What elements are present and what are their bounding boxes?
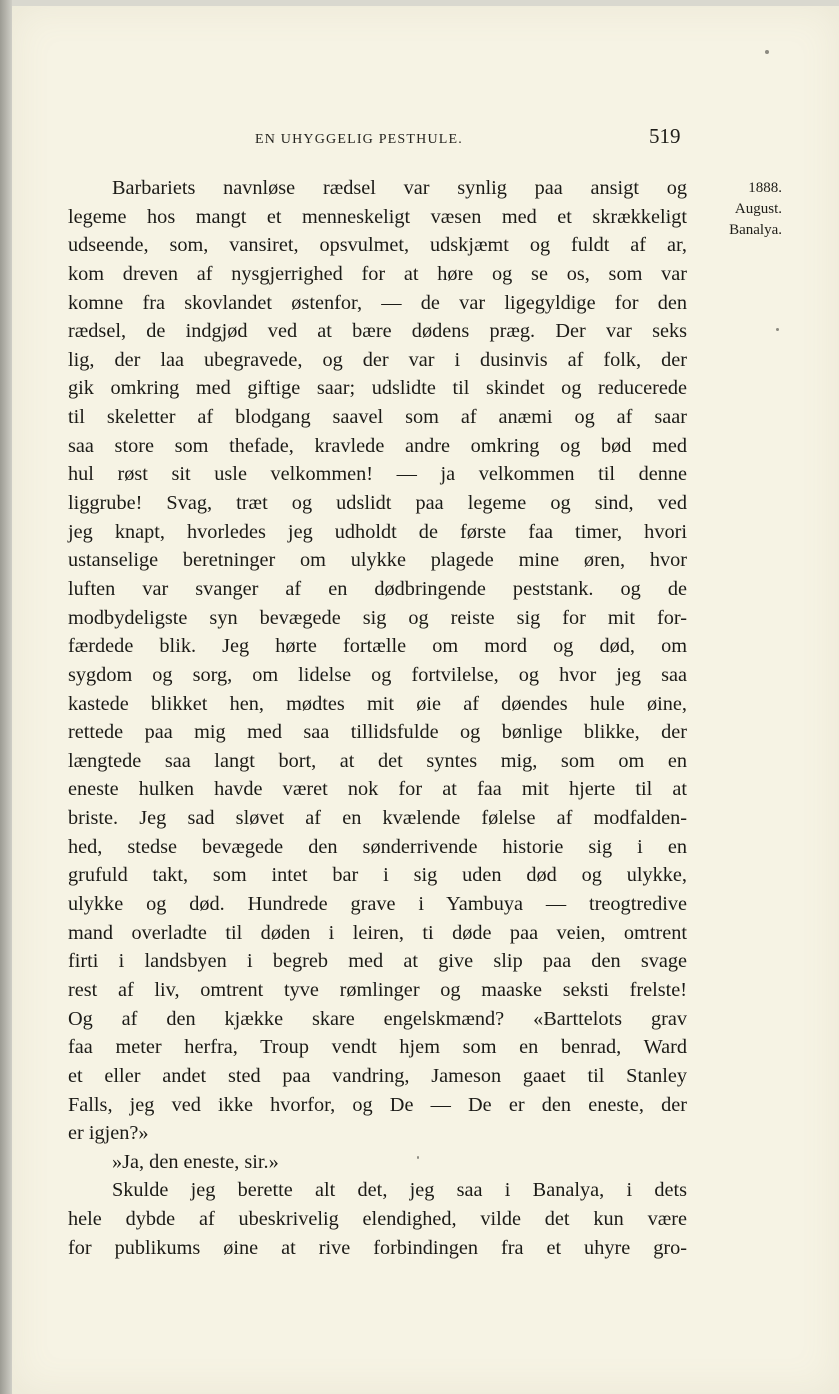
text-line: hul røst sit usle velkommen! — ja velkommen til denne	[68, 463, 687, 486]
text-line: luften var svanger af en dødbringende peststank. og de	[68, 577, 687, 600]
page-binding-edge	[0, 0, 12, 1394]
text-line: briste. Jeg sad sløvet af en kvælende følelse af modfalden-	[68, 807, 687, 830]
paper-speck	[417, 1156, 419, 1159]
text-line: sygdom og sorg, om lidelse og fortvilelse, og hvor jeg saa	[68, 663, 687, 686]
paper-speck	[776, 328, 779, 331]
text-line: Og af den kjække skare engelskmænd? «Barttelots grav	[68, 1007, 687, 1030]
text-line: jeg knapt, hvorledes jeg udholdt de første faa timer, hvori	[68, 520, 687, 543]
page-number: 519	[649, 124, 681, 148]
margin-note-year: 1888.	[748, 180, 782, 196]
text-line: modbydeligste syn bevægede sig og reiste sig for mit for-	[68, 606, 687, 629]
book-page	[12, 6, 839, 1394]
text-line: Barbariets navnløse rædsel var synlig paa ansigt og	[112, 177, 687, 199]
margin-note	[692, 178, 782, 241]
text-line: saa store som thefade, kravlede andre omkring og bød med	[68, 434, 687, 457]
text-line: legeme hos mangt et menneskeligt væsen med et skrækkeligt	[68, 205, 687, 228]
text-line: længtede saa langt bort, at det syntes mig, som om en	[68, 749, 687, 772]
margin-note-month: August.	[734, 201, 782, 217]
paper-speck	[765, 50, 769, 54]
text-line: er igjen?»	[68, 1122, 149, 1145]
text-line: færdede blik. Jeg hørte fortælle om mord og død, om	[68, 635, 687, 658]
text-line: hele dybde af ubeskrivelig elendighed, vilde det kun være	[68, 1208, 687, 1231]
text-line: ustanselige beretninger om ulykke plagede mine øren, hvor	[68, 549, 687, 572]
text-line: gik omkring med giftige saar; udslidte til skindet og reducerede	[68, 377, 687, 400]
text-line: komne fra skovlandet østenfor, — de var ligegyldige for den	[68, 291, 687, 314]
text-line: rettede paa mig med saa tillidsfulde og bønlige blikke, der	[68, 721, 687, 744]
text-line: faa meter herfra, Troup vendt hjem som en benrad, Ward	[68, 1036, 687, 1059]
margin-note-place: Banalya.	[729, 222, 782, 238]
text-line: udseende, som, vansiret, opsvulmet, udskjæmt og fuldt af ar,	[68, 234, 687, 257]
text-line: Falls, jeg ved ikke hvorfor, og De — De er den eneste, der	[68, 1093, 687, 1116]
text-line: eneste hulken havde været nok for at faa mit hjerte til at	[68, 778, 687, 801]
text-line: lig, der laa ubegravede, og der var i dusinvis af folk, der	[68, 348, 687, 371]
text-line: »Ja, den eneste, sir.»	[112, 1150, 279, 1173]
text-line: mand overladte til døden i leiren, ti døde paa veien, omtrent	[68, 921, 687, 944]
text-line: Skulde jeg berette alt det, jeg saa i Banalya, i dets	[112, 1179, 687, 1202]
text-line: kastede blikket hen, mødtes mit øie af døendes hule øine,	[68, 692, 687, 715]
text-line: hed, stedse bevægede den sønderrivende historie sig i en	[68, 835, 687, 858]
text-line: til skeletter af blodgang saavel som af anæmi og af saar	[68, 406, 687, 429]
text-line: ulykke og død. Hundrede grave i Yambuya — treogtredive	[68, 893, 687, 916]
text-line: et eller andet sted paa vandring, Jameson gaaet til Stanley	[68, 1064, 687, 1087]
body-text	[68, 174, 687, 1262]
text-line: rædsel, de indgjød ved at bære dødens præg. Der var seks	[68, 320, 687, 343]
text-line: for publikums øine at rive forbindingen fra et uhyre gro-	[68, 1236, 687, 1259]
text-line: firti i landsbyen i begreb med at give slip paa den svage	[68, 950, 687, 973]
text-line: grufuld takt, som intet bar i sig uden død og ulykke,	[68, 864, 687, 887]
text-line: rest af liv, omtrent tyve rømlinger og maaske seksti frelste!	[68, 978, 687, 1001]
text-line: kom dreven af nysgjerrighed for at høre og se os, som var	[68, 262, 687, 285]
text-line: liggrube! Svag, træt og udslidt paa legeme og sind, ved	[68, 492, 687, 515]
running-head: EN UHYGGELIG PESTHULE.	[255, 132, 463, 147]
